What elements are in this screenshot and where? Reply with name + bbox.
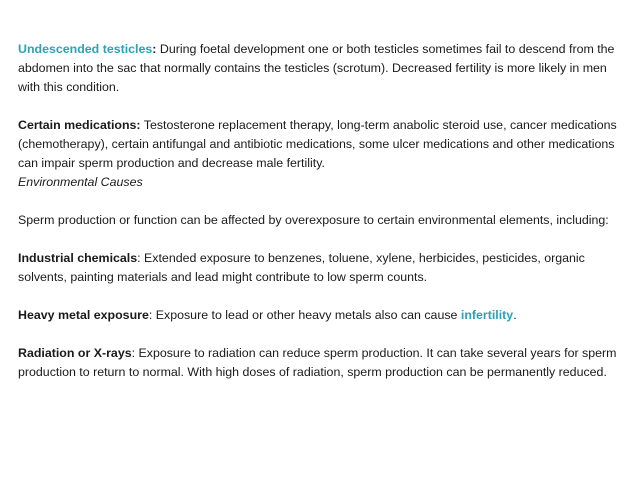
- infertility-link[interactable]: infertility: [460, 308, 514, 322]
- radiation-paragraph: [18, 344, 618, 382]
- certain-medications-text: Testosterone replacement therapy, long-term anabolic steroid use, cancer medications (chemotherapy), certain antifungal and antibiotic medications, some ulcer medications and other medications can impair sperm production and decrease male fertility.: [18, 118, 617, 170]
- industrial-chemicals-text: : Extended exposure to benzenes, toluene, xylene, herbicides, pesticides, organic solvents, painting materials and lead might contribute to low sperm counts.: [18, 251, 585, 284]
- paragraph-spacer: [18, 230, 618, 249]
- paragraph-spacer: [18, 325, 618, 344]
- heavy-metal-text: : Exposure to lead or other heavy metals also can cause: [148, 308, 461, 322]
- undescended-testicles-text: During foetal development one or both testicles sometimes fail to descend from the abdomen into the sac that normally contains the testicles (scrotum). Decreased fertility is more likely in men with this condition.: [18, 42, 615, 94]
- industrial-chemicals-term: Industrial chemicals: [18, 251, 138, 265]
- paragraph-spacer: [18, 192, 618, 211]
- paragraph-spacer: [18, 287, 618, 306]
- certain-medications-paragraph: [18, 116, 618, 173]
- certain-medications-term: Certain medications:: [18, 118, 141, 132]
- undescended-testicles-term: Undescended testicles: [18, 42, 153, 56]
- heavy-metal-term: Heavy metal exposure: [18, 308, 149, 322]
- industrial-chemicals-paragraph: [18, 249, 618, 287]
- radiation-text: : Exposure to radiation can reduce sperm production. It can take several years for sperm production to return to normal. With high doses of radiation, sperm production can be permanently reduced.: [18, 346, 617, 379]
- heavy-metal-end: .: [513, 308, 517, 322]
- environmental-intro-paragraph: Sperm production or function can be affected by overexposure to certain environmental elements, including:: [18, 213, 609, 227]
- environmental-causes-heading: Environmental Causes: [18, 175, 143, 189]
- paragraph-spacer: [18, 97, 618, 116]
- heavy-metal-paragraph: [18, 306, 618, 325]
- undescended-testicles-paragraph: [18, 40, 618, 97]
- undescended-testicles-colon: :: [152, 42, 157, 56]
- radiation-term: Radiation or X-rays: [18, 346, 132, 360]
- document-body: [18, 40, 618, 382]
